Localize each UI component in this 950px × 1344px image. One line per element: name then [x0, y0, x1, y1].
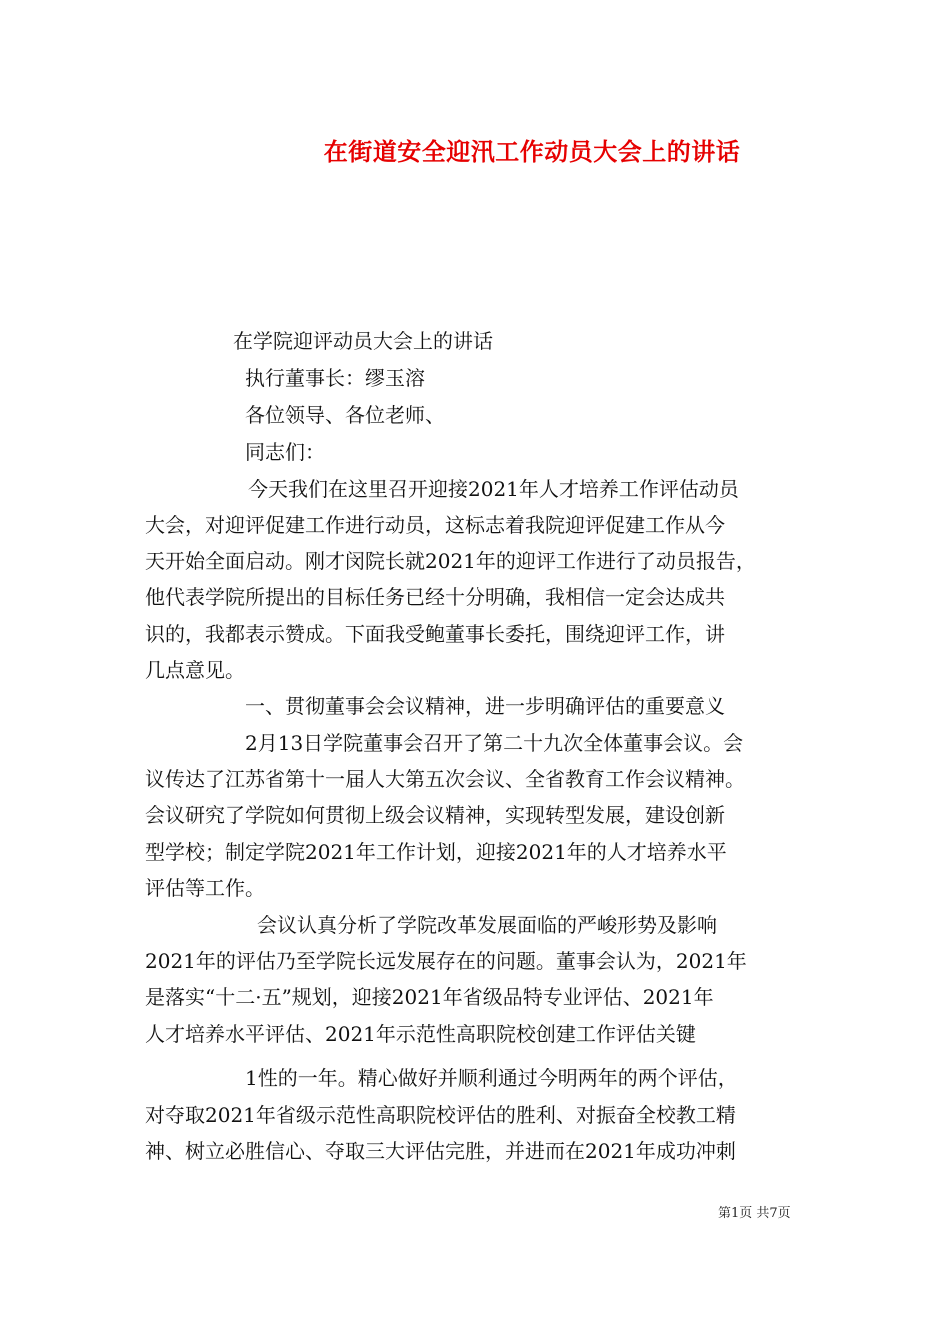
paragraph-line: 人才培养水平评估、2021年示范性高职院校创建工作评估关键	[145, 1022, 696, 1046]
paragraph-line: 他代表学院所提出的目标任务已经十分明确，我相信一定会达成共	[145, 585, 725, 609]
salutation-line: 同志们：	[245, 440, 325, 464]
paragraph-line: 今天我们在这里召开迎接2021年人才培养工作评估动员	[248, 477, 739, 501]
paragraph-line: 1性的一年。精心做好并顺利通过今明两年的两个评估，	[245, 1066, 738, 1090]
paragraph-line: 大会，对迎评促建工作进行动员，这标志着我院迎评促建工作从今	[145, 513, 725, 537]
paragraph-line: 型学校；制定学院2021年工作计划，迎接2021年的人才培养水平	[145, 840, 727, 864]
paragraph-line: 评估等工作。	[145, 876, 265, 900]
paragraph-line: 会议认真分析了学院改革发展面临的严峻形势及影响	[257, 913, 717, 937]
paragraph-line: 识的，我都表示赞成。下面我受鲍董事长委托，围绕迎评工作，讲	[145, 622, 725, 646]
paragraph-line: 2月13日学院董事会召开了第二十九次全体董事会议。会	[245, 731, 744, 755]
speaker-line: 执行董事长：缪玉溶	[245, 366, 425, 390]
paragraph-line: 2021年的评估乃至学院长远发展存在的问题。董事会认为，2021年	[145, 949, 747, 973]
paragraph-line: 天开始全面启动。刚才闵院长就2021年的迎评工作进行了动员报告，	[145, 549, 756, 573]
salutation-line: 各位领导、各位老师、	[245, 403, 445, 427]
paragraph-line: 会议研究了学院如何贯彻上级会议精神，实现转型发展，建设创新	[145, 803, 725, 827]
speech-title: 在学院迎评动员大会上的讲话	[233, 329, 493, 353]
paragraph-line: 是落实“十二·五”规划，迎接2021年省级品特专业评估、2021年	[145, 985, 714, 1009]
document-title: 在街道安全迎汛工作动员大会上的讲话	[323, 137, 741, 166]
paragraph-line: 神、树立必胜信心、夺取三大评估完胜，并进而在2021年成功冲刺	[145, 1139, 736, 1163]
section-heading: 一、贯彻董事会会议精神，进一步明确评估的重要意义	[245, 694, 725, 718]
paragraph-line: 对夺取2021年省级示范性高职院校评估的胜利、对振奋全校教工精	[145, 1103, 736, 1127]
page-number: 第1页 共7页	[718, 1206, 791, 1221]
paragraph-line: 议传达了江苏省第十一届人大第五次会议、全省教育工作会议精神。	[145, 767, 745, 791]
paragraph-line: 几点意见。	[145, 658, 245, 682]
